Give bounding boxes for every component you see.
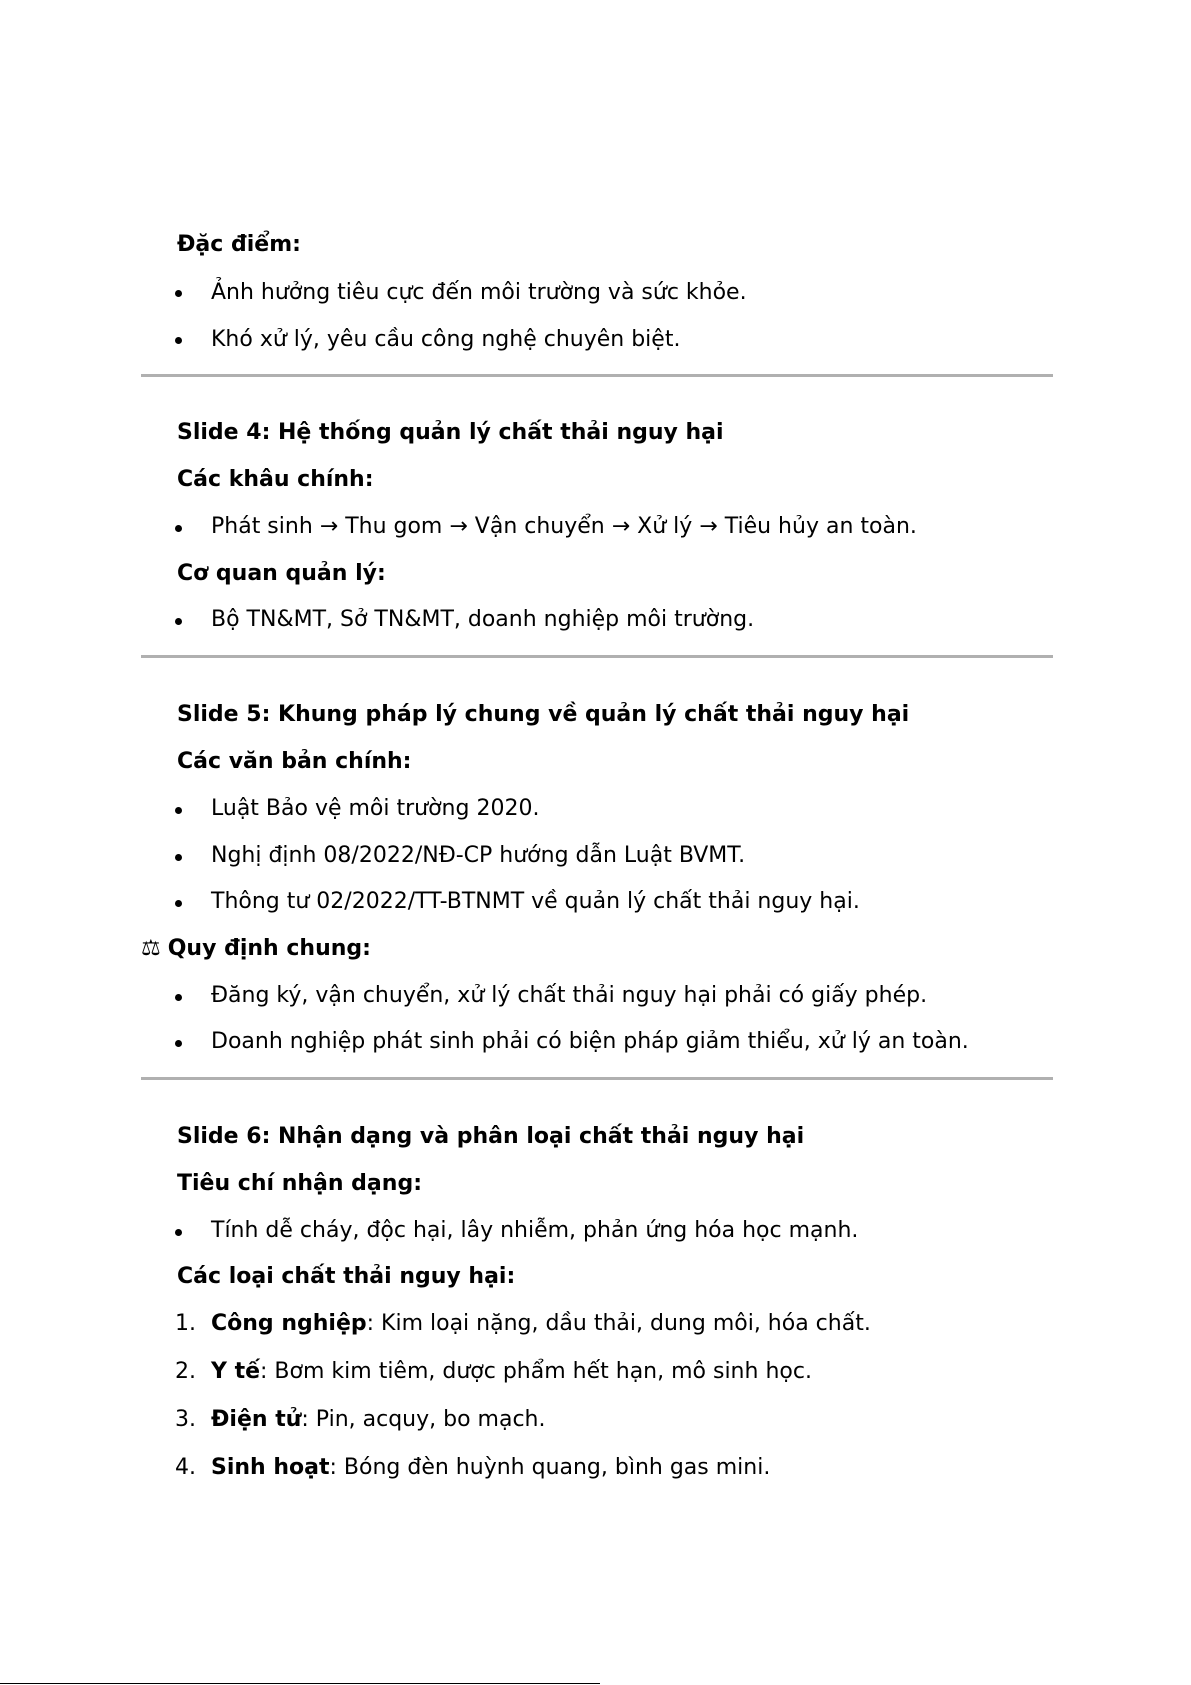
item-term: Sinh hoạt [211, 1455, 330, 1480]
item-term: Điện tử [211, 1407, 302, 1432]
slide-6-subheading-1: Tiêu chí nhận dạng: [177, 1171, 422, 1196]
list-number: 3. [175, 1407, 196, 1432]
subheading-text: Quy định chung: [167, 936, 371, 961]
slide-6-subheading-2: Các loại chất thải nguy hại: [177, 1264, 516, 1289]
numbered-item [211, 1311, 871, 1337]
slide-4-title: Slide 4: Hệ thống quản lý chất thải nguy hại [177, 420, 724, 445]
section-heading-dac-diem: Đặc điểm: [177, 232, 301, 257]
slide-5-subheading-1: Các văn bản chính: [177, 749, 412, 774]
item-desc: : Bơm kim tiêm, dược phẩm hết hạn, mô sinh học. [260, 1359, 812, 1384]
bullet-dot [175, 994, 182, 1001]
bullet-dot [175, 854, 182, 861]
numbered-item [211, 1407, 546, 1433]
item-desc: : Pin, acquy, bo mạch. [301, 1407, 546, 1432]
bullet-dot [175, 900, 182, 907]
bullet-dot [175, 525, 182, 532]
list-item: Doanh nghiệp phát sinh phải có biện pháp giảm thiểu, xử lý an toàn. [211, 1029, 969, 1054]
list-item: Khó xử lý, yêu cầu công nghệ chuyên biệt. [211, 327, 681, 352]
list-item: Luật Bảo vệ môi trường 2020. [211, 796, 540, 821]
list-item: Tính dễ cháy, độc hại, lây nhiễm, phản ứng hóa học mạnh. [211, 1218, 859, 1243]
footer-rule [0, 1683, 600, 1684]
bullet-dot [175, 1040, 182, 1047]
scales-icon: ⚖ [141, 936, 161, 961]
list-item: Ảnh hưởng tiêu cực đến môi trường và sức khỏe. [211, 280, 747, 305]
list-item: Bộ TN&MT, Sở TN&MT, doanh nghiệp môi trường. [211, 607, 755, 632]
item-term: Y tế [211, 1359, 261, 1384]
list-number: 1. [175, 1311, 196, 1336]
numbered-item [211, 1455, 770, 1481]
slide-4-subheading-2: Cơ quan quản lý: [177, 561, 386, 586]
slide-6-title: Slide 6: Nhận dạng và phân loại chất thải nguy hại [177, 1124, 805, 1149]
item-term: Công nghiệp [211, 1311, 367, 1336]
item-desc: : Bóng đèn huỳnh quang, bình gas mini. [329, 1455, 771, 1480]
list-number: 2. [175, 1359, 196, 1384]
bullet-dot [175, 337, 182, 344]
section-divider [141, 374, 1053, 377]
list-item: Thông tư 02/2022/TT-BTNMT về quản lý chất thải nguy hại. [211, 889, 860, 914]
bullet-dot [175, 618, 182, 625]
bullet-dot [175, 807, 182, 814]
list-number: 4. [175, 1455, 196, 1480]
slide-4-subheading-1: Các khâu chính: [177, 467, 374, 492]
list-item: Nghị định 08/2022/NĐ-CP hướng dẫn Luật BVMT. [211, 843, 746, 868]
section-divider [141, 1077, 1053, 1080]
slide-5-title: Slide 5: Khung pháp lý chung về quản lý chất thải nguy hại [177, 702, 910, 727]
numbered-item [211, 1359, 812, 1385]
slide-5-subheading-2 [141, 936, 371, 962]
bullet-dot [175, 1229, 182, 1236]
section-divider [141, 655, 1053, 658]
bullet-dot [175, 290, 182, 297]
list-item: Đăng ký, vận chuyển, xử lý chất thải nguy hại phải có giấy phép. [211, 983, 928, 1008]
item-desc: : Kim loại nặng, dầu thải, dung môi, hóa chất. [366, 1311, 871, 1336]
list-item: Phát sinh → Thu gom → Vận chuyển → Xử lý → Tiêu hủy an toàn. [211, 514, 917, 539]
